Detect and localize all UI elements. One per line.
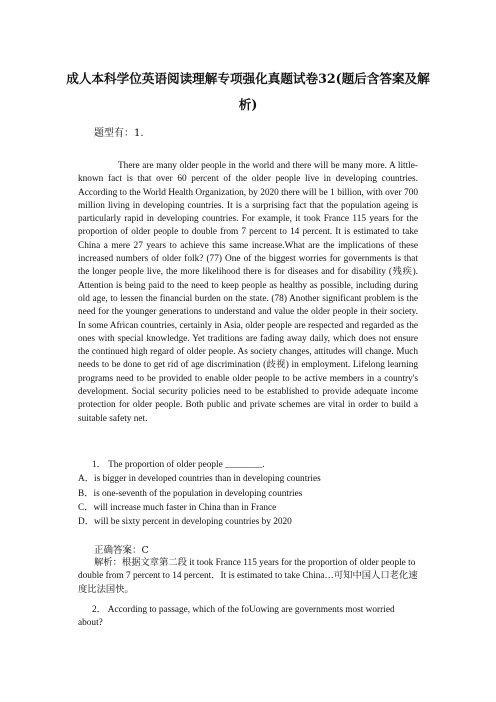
question-1	[78, 458, 418, 529]
option-b: B．is one-seventh of the population in developing countries	[78, 488, 303, 499]
correct-answer: 正确答案：C	[94, 545, 149, 556]
answer-analysis: 解析：根据文章第二段 it took France 115 years for the proportion of older people to double from 7 percent to 14 percent．It is estimated to take China…可知中国人口老化速度比法国快。	[78, 558, 418, 595]
option-a: A．is bigger in developed countries than in developing countries	[78, 474, 321, 485]
document-title: 成人本科学位英语阅读理解专项强化真题试卷32(题后含答案及解析)	[66, 71, 430, 112]
question-type-label: 题型有：1.	[94, 128, 144, 139]
reading-passage: There are many older people in the world and there will be many more. A little-known fact is that over 60 percent of the older people live in developing countries. According to the World Health Organization, by 2020 there will be 1 billion, with over 700 million living in developing countries. It is a surprising fact that the population ageing is particularly rapid in developing countries. For example, it took France 115 years for the proportion of older people to double from 7 percent to 14 percent. It is estimated to take China a mere 27 years to achieve this same increase.What are the implications of these increased numbers of older folk? (77) One of the biggest worries for governments is that the longer people live, the more likelihood there is for diseases and for disability (残疾). Attention is being paid to the need to keep people as healthy as possible, including during old age, to lessen the financial burden on the state. (78) Another significant problem is the need for the younger generations to understand and value the older people in their society. In some African countries, certainly in Asia, older people are respected and regarded as the ones with special knowledge. Yet traditions are fading away daily, which does not ensure the continued high regard of older people. As society changes, attitudes will change. Much needs to be done to get rid of age discrimination (歧视) in employment. Lifelong learning programs need to be provided to enable older people to be active members in a country's development. Social security policies need to be established to provide adequate income protection for older people. Both public and private schemes are vital in order to build a suitable safety net.	[78, 161, 418, 424]
question-2-stem: 2． According to passage, which of the foUowing are governments most worried about?	[78, 605, 395, 629]
question-1-stem: 1． The proportion of older people ________.	[92, 460, 265, 470]
option-c: C．will increase much faster in China than in France	[78, 502, 277, 513]
option-d: D．will be sixty percent in developing countries by 2020	[78, 517, 292, 528]
